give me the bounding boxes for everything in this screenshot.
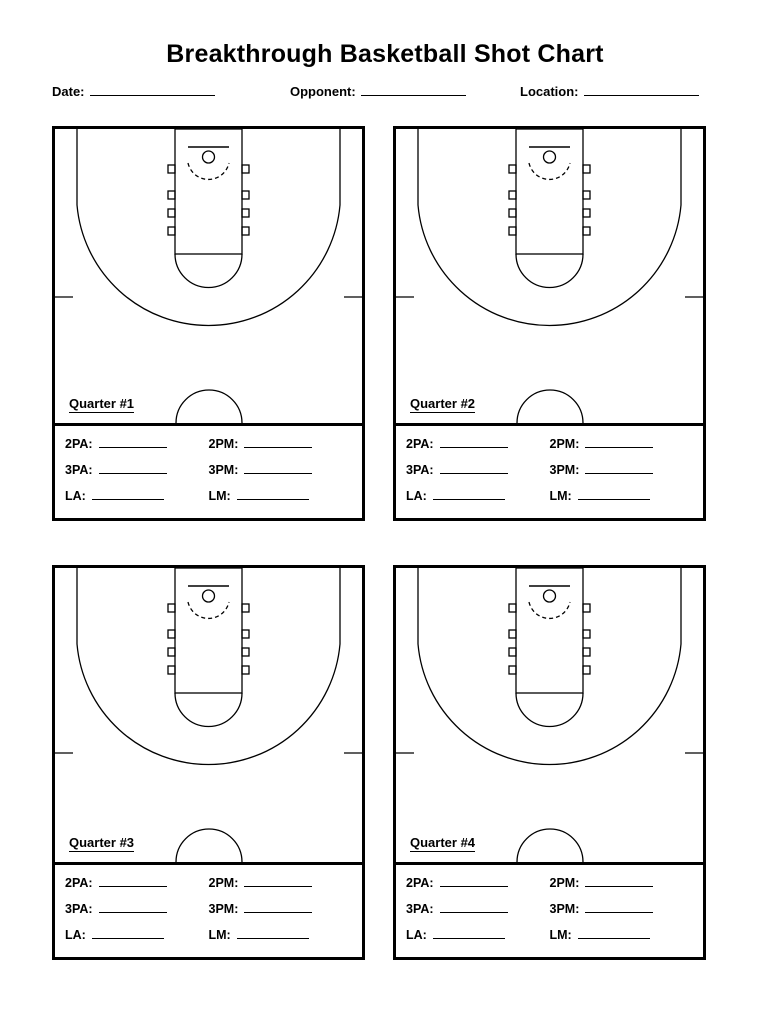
stat-2pa-line[interactable] (99, 874, 167, 887)
stats-row-layup (65, 487, 352, 513)
stat-2pa[interactable] (406, 874, 550, 890)
stat-2pa[interactable] (65, 874, 209, 890)
stat-3pa-line[interactable] (440, 461, 508, 474)
stat-3pa-line[interactable] (99, 461, 167, 474)
stats-row-3pt (65, 461, 352, 487)
stat-lm[interactable] (550, 926, 694, 942)
stat-3pm-line[interactable] (585, 461, 653, 474)
stat-2pa-label: 2PA: (406, 437, 434, 451)
opponent-field[interactable] (290, 82, 466, 99)
quarter-block-2 (393, 126, 706, 521)
stat-3pa-line[interactable] (440, 900, 508, 913)
stats-box-4 (393, 865, 706, 960)
stat-la-label: LA: (406, 489, 427, 503)
stat-3pa[interactable] (406, 900, 550, 916)
stat-3pm[interactable] (209, 461, 353, 477)
opponent-write-line[interactable] (361, 82, 466, 96)
stats-row-3pt (65, 900, 352, 926)
stat-la[interactable] (65, 487, 209, 503)
stat-2pm[interactable] (550, 874, 694, 890)
stats-row-3pt (406, 461, 693, 487)
stat-3pa-label: 3PA: (406, 902, 434, 916)
quarter-label-1: Quarter #1 (69, 396, 135, 411)
quarter-label-2: Quarter #2 (410, 396, 476, 411)
stat-3pm-line[interactable] (585, 900, 653, 913)
court-diagram-1[interactable] (52, 126, 365, 426)
stats-row-layup (406, 487, 693, 513)
stat-lm[interactable] (550, 487, 694, 503)
location-field[interactable] (520, 82, 699, 99)
stat-2pm-label: 2PM: (549, 437, 580, 451)
stat-3pm[interactable] (550, 900, 694, 916)
halfcourt-graphic (396, 568, 703, 862)
stat-lm-label: LM: (208, 928, 231, 942)
date-field[interactable] (52, 82, 215, 99)
stat-2pm[interactable] (209, 874, 353, 890)
stat-2pm[interactable] (550, 435, 694, 451)
stat-3pm-label: 3PM: (208, 463, 239, 477)
stat-3pa-label: 3PA: (65, 902, 93, 916)
stat-2pa-line[interactable] (99, 435, 167, 448)
stat-3pm[interactable] (209, 900, 353, 916)
quarter-block-1 (52, 126, 365, 521)
stats-row-2pt (65, 874, 352, 900)
location-label: Location: (520, 84, 579, 99)
stat-la-label: LA: (65, 928, 86, 942)
stats-row-2pt (65, 435, 352, 461)
quarter-label-4: Quarter #4 (410, 835, 476, 850)
court-diagram-3[interactable] (52, 565, 365, 865)
stat-lm[interactable] (209, 487, 353, 503)
stat-la[interactable] (406, 487, 550, 503)
stat-3pm-label: 3PM: (549, 902, 580, 916)
stats-row-3pt (406, 900, 693, 926)
quarter-block-4 (393, 565, 706, 960)
stat-la-label: LA: (65, 489, 86, 503)
stat-2pa-label: 2PA: (65, 437, 93, 451)
stat-3pa[interactable] (65, 900, 209, 916)
stat-2pm-label: 2PM: (549, 876, 580, 890)
stat-lm-label: LM: (208, 489, 231, 503)
stats-row-layup (65, 926, 352, 952)
stat-3pm-line[interactable] (244, 461, 312, 474)
stat-la-label: LA: (406, 928, 427, 942)
date-write-line[interactable] (90, 82, 215, 96)
court-diagram-2[interactable] (393, 126, 706, 426)
stat-lm-label: LM: (549, 489, 572, 503)
location-write-line[interactable] (584, 82, 699, 96)
stat-lm-line[interactable] (237, 487, 309, 500)
stats-row-2pt (406, 874, 693, 900)
stat-2pm-label: 2PM: (208, 437, 239, 451)
stat-3pm-line[interactable] (244, 900, 312, 913)
stat-2pm-line[interactable] (244, 435, 312, 448)
quarter-block-3 (52, 565, 365, 960)
stat-la-line[interactable] (433, 487, 505, 500)
stats-row-layup (406, 926, 693, 952)
halfcourt-graphic (396, 129, 703, 423)
stat-la-line[interactable] (433, 926, 505, 939)
stat-la-line[interactable] (92, 487, 164, 500)
stat-3pm-label: 3PM: (208, 902, 239, 916)
court-diagram-4[interactable] (393, 565, 706, 865)
stat-2pa-label: 2PA: (406, 876, 434, 890)
stat-lm-label: LM: (549, 928, 572, 942)
stat-3pa-label: 3PA: (406, 463, 434, 477)
stat-la[interactable] (65, 926, 209, 942)
stat-2pm-label: 2PM: (208, 876, 239, 890)
stat-3pa[interactable] (406, 461, 550, 477)
stat-3pm[interactable] (550, 461, 694, 477)
stat-2pa-label: 2PA: (65, 876, 93, 890)
stat-3pa-line[interactable] (99, 900, 167, 913)
stat-3pm-label: 3PM: (549, 463, 580, 477)
stat-2pa[interactable] (406, 435, 550, 451)
stat-lm-line[interactable] (578, 487, 650, 500)
quarter-label-3: Quarter #3 (69, 835, 135, 850)
halfcourt-graphic (55, 568, 362, 862)
stat-lm-line[interactable] (578, 926, 650, 939)
meta-row (52, 82, 712, 102)
stats-box-2 (393, 426, 706, 521)
stat-2pm-line[interactable] (244, 874, 312, 887)
stat-2pm-line[interactable] (585, 435, 653, 448)
stat-lm[interactable] (209, 926, 353, 942)
stat-2pa-line[interactable] (440, 435, 508, 448)
stats-row-2pt (406, 435, 693, 461)
opponent-label: Opponent: (290, 84, 356, 99)
page-title: Breakthrough Basketball Shot Chart (166, 40, 604, 68)
date-label: Date: (52, 84, 85, 99)
halfcourt-graphic (55, 129, 362, 423)
stat-3pa-label: 3PA: (65, 463, 93, 477)
stat-2pa[interactable] (65, 435, 209, 451)
stat-la[interactable] (406, 926, 550, 942)
stats-box-3 (52, 865, 365, 960)
stat-2pm[interactable] (209, 435, 353, 451)
stat-lm-line[interactable] (237, 926, 309, 939)
stat-2pa-line[interactable] (440, 874, 508, 887)
stats-box-1 (52, 426, 365, 521)
stat-2pm-line[interactable] (585, 874, 653, 887)
stat-3pa[interactable] (65, 461, 209, 477)
stat-la-line[interactable] (92, 926, 164, 939)
